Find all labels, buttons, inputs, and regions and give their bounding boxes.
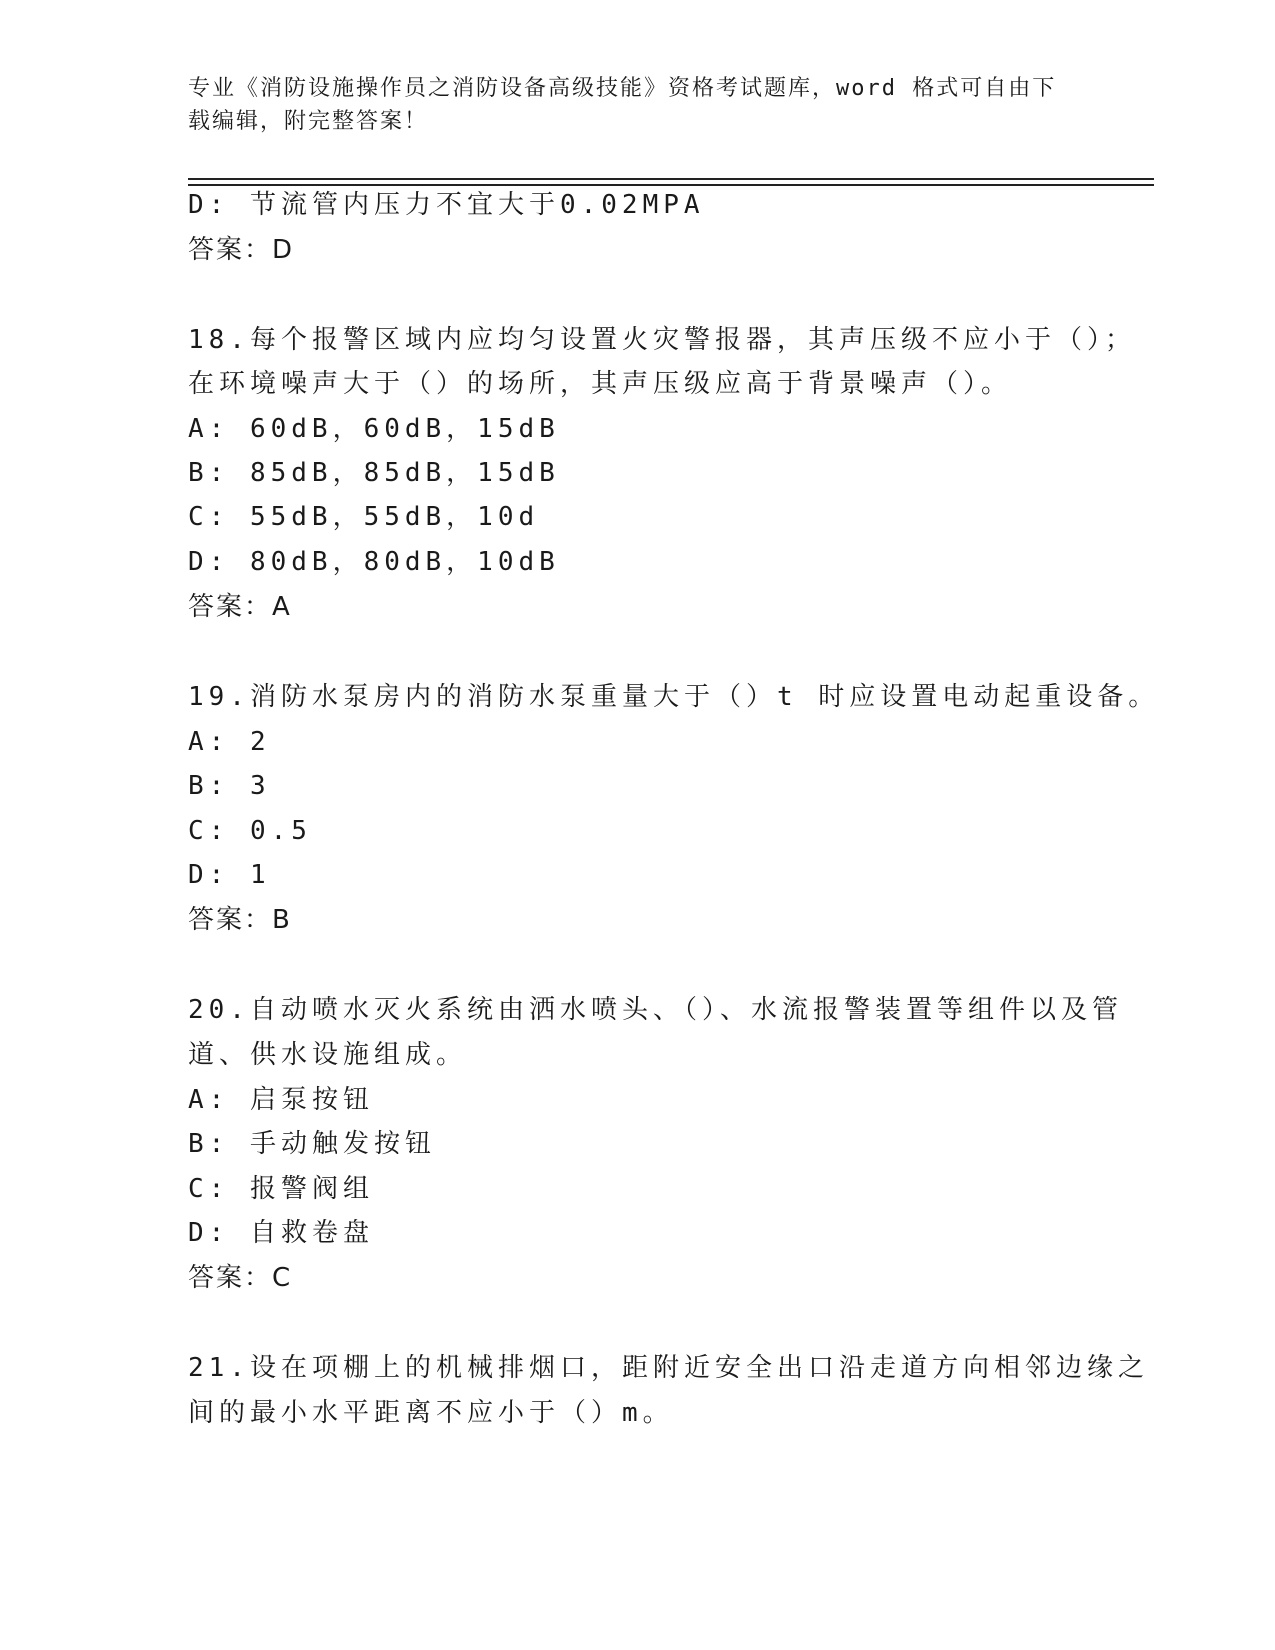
q18-option-c: C: 55dB，55dB，10d — [188, 502, 540, 532]
q17-answer: 答案：D — [188, 235, 295, 265]
header-divider-top — [188, 178, 1154, 180]
q19-stem-line-1: 19.消防水泵房内的消防水泵重量大于（）t 时应设置电动起重设备。 — [188, 682, 1160, 712]
q18-option-b: B: 85dB，85dB，15dB — [188, 458, 560, 488]
header-divider-bottom — [188, 184, 1154, 186]
q21-stem-line-2: 间的最小水平距离不应小于（）m。 — [188, 1398, 674, 1428]
q20-option-c: C: 报警阀组 — [188, 1174, 374, 1204]
q20-option-b: B: 手动触发按钮 — [188, 1129, 436, 1159]
q17-option-d: D: 节流管内压力不宜大于0.02MPA — [188, 190, 705, 220]
header-line-2: 载编辑，附完整答案！ — [188, 109, 429, 134]
q19-option-c: C: 0.5 — [188, 816, 312, 846]
q20-stem-line-2: 道、供水设施组成。 — [188, 1040, 468, 1070]
q18-answer: 答案：A — [188, 592, 292, 622]
q18-stem-line-2: 在环境噪声大于（）的场所，其声压级应高于背景噪声（）。 — [188, 369, 1013, 399]
q18-option-d: D: 80dB，80dB，10dB — [188, 547, 560, 577]
q19-option-d: D: 1 — [188, 860, 271, 890]
q19-option-a: A: 2 — [188, 727, 271, 757]
q20-option-d: D: 自救卷盘 — [188, 1218, 374, 1248]
q20-stem-line-1: 20.自动喷水灭火系统由洒水喷头、（）、水流报警装置等组件以及管 — [188, 995, 1123, 1025]
q20-option-a: A: 启泵按钮 — [188, 1085, 374, 1115]
q19-option-b: B: 3 — [188, 771, 271, 801]
q19-answer: 答案：B — [188, 905, 292, 935]
q18-stem-line-1: 18.每个报警区域内应均匀设置火灾警报器，其声压级不应小于（）； — [188, 325, 1136, 355]
q20-answer: 答案：C — [188, 1263, 293, 1293]
q18-option-a: A: 60dB，60dB，15dB — [188, 414, 560, 444]
q21-stem-line-1: 21.设在项棚上的机械排烟口，距附近安全出口沿走道方向相邻边缘之 — [188, 1353, 1149, 1383]
header-line-1: 专业《消防设施操作员之消防设备高级技能》资格考试题库，word 格式可自由下 — [188, 76, 1057, 101]
document-header — [188, 72, 1088, 138]
